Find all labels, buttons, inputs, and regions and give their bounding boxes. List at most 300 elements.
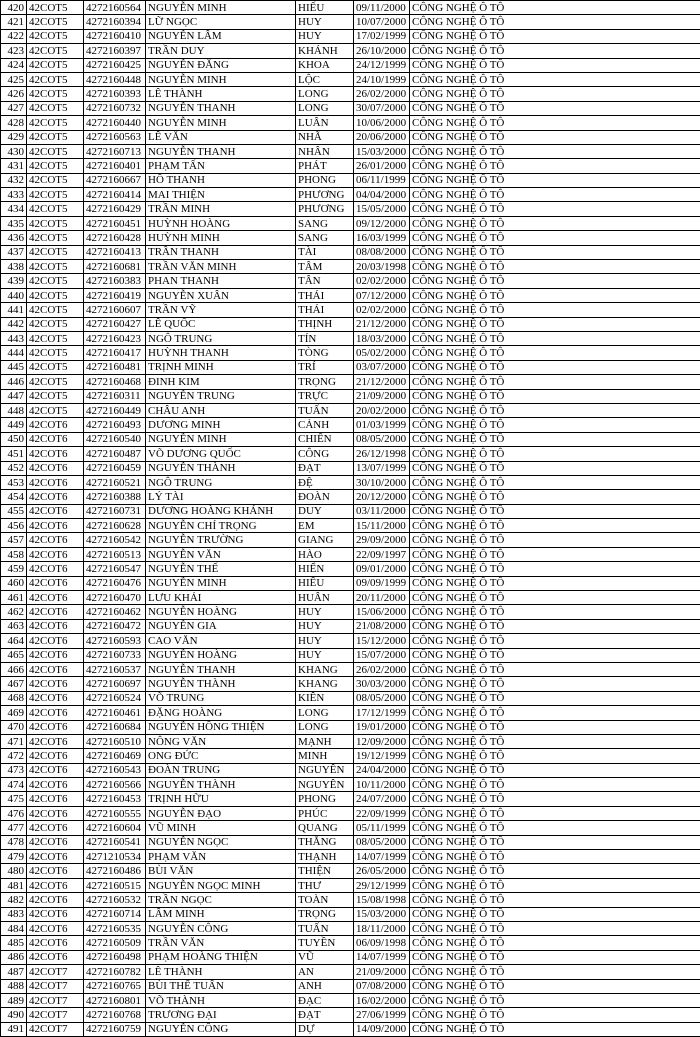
student-id-cell: 4272160801 [84,993,146,1007]
family-name-cell: DƯƠNG MINH [146,418,296,432]
birth-date-cell: 05/11/1999 [354,821,410,835]
family-name-cell: TRẦN VĂN [146,936,296,950]
birth-date-cell: 14/09/2000 [354,1022,410,1036]
family-name-cell: NGUYỄN THANH [146,144,296,158]
given-name-cell: HUY [296,29,354,43]
major-cell: CÔNG NGHỆ Ô TÔ [410,260,700,274]
given-name-cell: NGUYÊN [296,763,354,777]
class-code-cell: 42COT6 [27,835,84,849]
major-cell: CÔNG NGHỆ Ô TÔ [410,922,700,936]
table-row [1,634,700,648]
row-number-cell: 451 [1,447,27,461]
row-number-cell: 437 [1,245,27,259]
student-id-cell: 4272160468 [84,375,146,389]
table-row [1,792,700,806]
given-name-cell: PHƯƠNG [296,202,354,216]
row-number-cell: 460 [1,576,27,590]
row-number-cell: 450 [1,432,27,446]
row-number-cell: 441 [1,303,27,317]
row-number-cell: 459 [1,562,27,576]
given-name-cell: HÀO [296,547,354,561]
birth-date-cell: 10/11/2000 [354,778,410,792]
row-number-cell: 491 [1,1022,27,1036]
major-cell: CÔNG NGHỆ Ô TÔ [410,274,700,288]
major-cell: CÔNG NGHỆ Ô TÔ [410,173,700,187]
class-code-cell: 42COT6 [27,878,84,892]
given-name-cell: TÀI [296,245,354,259]
student-id-cell: 4272160540 [84,432,146,446]
table-row [1,116,700,130]
birth-date-cell: 04/04/2000 [354,188,410,202]
birth-date-cell: 15/03/2000 [354,907,410,921]
major-cell: CÔNG NGHỆ Ô TÔ [410,720,700,734]
row-number-cell: 464 [1,634,27,648]
major-cell: CÔNG NGHỆ Ô TÔ [410,979,700,993]
family-name-cell: LỮ NGỌC [146,15,296,29]
birth-date-cell: 01/03/1999 [354,418,410,432]
class-code-cell: 42COT5 [27,216,84,230]
row-number-cell: 477 [1,821,27,835]
row-number-cell: 469 [1,706,27,720]
birth-date-cell: 08/08/2000 [354,245,410,259]
class-code-cell: 42COT6 [27,418,84,432]
student-id-cell: 4272160476 [84,576,146,590]
table-row [1,15,700,29]
family-name-cell: TRẦN DUY [146,44,296,58]
given-name-cell: HIẾU [296,576,354,590]
given-name-cell: KHANG [296,662,354,676]
table-row [1,993,700,1007]
row-number-cell: 432 [1,173,27,187]
given-name-cell: LỘC [296,72,354,86]
student-id-cell: 4272160393 [84,87,146,101]
given-name-cell: HIỂN [296,562,354,576]
family-name-cell: PHẠM HOÀNG THIỆN [146,950,296,964]
table-row [1,691,700,705]
birth-date-cell: 26/05/2000 [354,864,410,878]
row-number-cell: 433 [1,188,27,202]
given-name-cell: NHÂN [296,144,354,158]
table-row [1,389,700,403]
row-number-cell: 484 [1,922,27,936]
given-name-cell: LONG [296,706,354,720]
row-number-cell: 443 [1,331,27,345]
row-number-cell: 455 [1,504,27,518]
class-code-cell: 42COT6 [27,677,84,691]
major-cell: CÔNG NGHỆ Ô TÔ [410,231,700,245]
table-row [1,519,700,533]
major-cell: CÔNG NGHỆ Ô TÔ [410,389,700,403]
major-cell: CÔNG NGHỆ Ô TÔ [410,893,700,907]
table-row [1,72,700,86]
row-number-cell: 427 [1,101,27,115]
row-number-cell: 478 [1,835,27,849]
student-id-cell: 4272160429 [84,202,146,216]
given-name-cell: TÒNG [296,346,354,360]
student-id-cell: 4272160524 [84,691,146,705]
major-cell: CÔNG NGHỆ Ô TÔ [410,288,700,302]
birth-date-cell: 20/06/2000 [354,130,410,144]
birth-date-cell: 16/03/1999 [354,231,410,245]
student-id-cell: 4272160401 [84,159,146,173]
family-name-cell: LÊ QUỐC [146,317,296,331]
major-cell: CÔNG NGHỆ Ô TÔ [410,734,700,748]
class-code-cell: 42COT6 [27,634,84,648]
class-code-cell: 42COT5 [27,403,84,417]
birth-date-cell: 22/09/1997 [354,547,410,561]
birth-date-cell: 15/07/2000 [354,648,410,662]
class-code-cell: 42COT6 [27,504,84,518]
table-row [1,893,700,907]
given-name-cell: HUY [296,648,354,662]
family-name-cell: MAI THIỆN [146,188,296,202]
table-row [1,260,700,274]
student-id-cell: 4272160510 [84,734,146,748]
student-id-cell: 4272160423 [84,331,146,345]
row-number-cell: 425 [1,72,27,86]
row-number-cell: 436 [1,231,27,245]
birth-date-cell: 24/12/1999 [354,58,410,72]
given-name-cell: NGUYÊN [296,778,354,792]
birth-date-cell: 15/11/2000 [354,519,410,533]
student-id-cell: 4272160513 [84,547,146,561]
birth-date-cell: 18/03/2000 [354,331,410,345]
family-name-cell: NGUYỄN THANH [146,101,296,115]
birth-date-cell: 14/07/1999 [354,850,410,864]
student-id-cell: 4272160768 [84,1008,146,1022]
student-id-cell: 4272160493 [84,418,146,432]
student-id-cell: 4272160607 [84,303,146,317]
class-code-cell: 42COT5 [27,44,84,58]
table-row [1,202,700,216]
family-name-cell: DƯƠNG HOÀNG KHÁNH [146,504,296,518]
birth-date-cell: 27/06/1999 [354,1008,410,1022]
class-code-cell: 42COT6 [27,662,84,676]
table-row [1,720,700,734]
row-number-cell: 435 [1,216,27,230]
major-cell: CÔNG NGHỆ Ô TÔ [410,44,700,58]
table-row [1,878,700,892]
student-id-cell: 4272160394 [84,15,146,29]
given-name-cell: LONG [296,87,354,101]
birth-date-cell: 06/09/1998 [354,936,410,950]
given-name-cell: THƯ [296,878,354,892]
table-row [1,375,700,389]
table-row [1,533,700,547]
major-cell: CÔNG NGHỆ Ô TÔ [410,907,700,921]
given-name-cell: TUẤN [296,403,354,417]
class-code-cell: 42COT6 [27,648,84,662]
class-code-cell: 42COT5 [27,245,84,259]
birth-date-cell: 17/02/1999 [354,29,410,43]
family-name-cell: ĐOÀN TRUNG [146,763,296,777]
class-code-cell: 42COT7 [27,979,84,993]
family-name-cell: HUỲNH THANH [146,346,296,360]
major-cell: CÔNG NGHỆ Ô TÔ [410,806,700,820]
birth-date-cell: 09/11/2000 [354,1,410,15]
student-id-cell: 4272160563 [84,130,146,144]
family-name-cell: BÙI THẾ TUẤN [146,979,296,993]
birth-date-cell: 21/09/2000 [354,389,410,403]
given-name-cell: THÁI [296,288,354,302]
family-name-cell: PHẠM TẤN [146,159,296,173]
given-name-cell: THÁI [296,303,354,317]
table-row [1,835,700,849]
row-number-cell: 448 [1,403,27,417]
family-name-cell: NGUYỄN NGỌC MINH [146,878,296,892]
given-name-cell: HUÂN [296,591,354,605]
class-code-cell: 42COT6 [27,749,84,763]
birth-date-cell: 05/02/2000 [354,346,410,360]
student-id-cell: 4272160515 [84,878,146,892]
student-id-cell: 4272160542 [84,533,146,547]
table-row [1,662,700,676]
table-row [1,562,700,576]
birth-date-cell: 17/12/1999 [354,706,410,720]
student-id-cell: 4272160759 [84,1022,146,1036]
table-row [1,245,700,259]
row-number-cell: 481 [1,878,27,892]
birth-date-cell: 18/11/2000 [354,922,410,936]
given-name-cell: MẠNH [296,734,354,748]
class-code-cell: 42COT5 [27,260,84,274]
given-name-cell: KHANG [296,677,354,691]
table-row [1,188,700,202]
table-row [1,950,700,964]
birth-date-cell: 02/02/2000 [354,274,410,288]
class-code-cell: 42COT5 [27,101,84,115]
birth-date-cell: 20/03/1998 [354,260,410,274]
student-id-cell: 4272160713 [84,144,146,158]
row-number-cell: 479 [1,850,27,864]
class-code-cell: 42COT5 [27,288,84,302]
table-row [1,317,700,331]
class-code-cell: 42COT5 [27,15,84,29]
class-code-cell: 42COT6 [27,778,84,792]
family-name-cell: BÙI VĂN [146,864,296,878]
birth-date-cell: 09/09/1999 [354,576,410,590]
birth-date-cell: 21/09/2000 [354,965,410,979]
family-name-cell: CAO VĂN [146,634,296,648]
row-number-cell: 472 [1,749,27,763]
family-name-cell: NGUYỄN VĂN [146,547,296,561]
student-id-cell: 4272160731 [84,504,146,518]
table-row [1,231,700,245]
given-name-cell: TRỰC [296,389,354,403]
major-cell: CÔNG NGHỆ Ô TÔ [410,993,700,1007]
family-name-cell: ĐINH KIM [146,375,296,389]
family-name-cell: TRẦN MINH [146,202,296,216]
major-cell: CÔNG NGHỆ Ô TÔ [410,101,700,115]
table-row [1,144,700,158]
student-id-cell: 4272160414 [84,188,146,202]
row-number-cell: 474 [1,778,27,792]
family-name-cell: NGUYỄN THÀNH [146,677,296,691]
student-id-cell: 4272160543 [84,763,146,777]
given-name-cell: ĐỆ [296,475,354,489]
birth-date-cell: 24/07/2000 [354,792,410,806]
major-cell: CÔNG NGHỆ Ô TÔ [410,202,700,216]
class-code-cell: 42COT5 [27,303,84,317]
birth-date-cell: 03/11/2000 [354,504,410,518]
row-number-cell: 431 [1,159,27,173]
major-cell: CÔNG NGHỆ Ô TÔ [410,677,700,691]
row-number-cell: 490 [1,1008,27,1022]
given-name-cell: PHONG [296,173,354,187]
table-row [1,490,700,504]
major-cell: CÔNG NGHỆ Ô TÔ [410,159,700,173]
family-name-cell: VÕ DƯƠNG QUỐC [146,447,296,461]
table-row [1,303,700,317]
class-code-cell: 42COT5 [27,173,84,187]
student-id-cell: 4272160451 [84,216,146,230]
table-row [1,936,700,950]
class-code-cell: 42COT7 [27,965,84,979]
student-id-cell: 4272160498 [84,950,146,964]
given-name-cell: TÂM [296,260,354,274]
student-id-cell: 4272160461 [84,706,146,720]
student-id-cell: 4272160566 [84,778,146,792]
table-row [1,130,700,144]
row-number-cell: 475 [1,792,27,806]
table-row [1,346,700,360]
row-number-cell: 422 [1,29,27,43]
major-cell: CÔNG NGHỆ Ô TÔ [410,662,700,676]
major-cell: CÔNG NGHỆ Ô TÔ [410,331,700,345]
row-number-cell: 465 [1,648,27,662]
birth-date-cell: 13/07/1999 [354,461,410,475]
table-row [1,576,700,590]
given-name-cell: HUY [296,619,354,633]
table-row [1,922,700,936]
major-cell: CÔNG NGHỆ Ô TÔ [410,591,700,605]
table-row [1,475,700,489]
family-name-cell: NGUYỄN THÀNH [146,461,296,475]
birth-date-cell: 26/02/2000 [354,662,410,676]
student-id-cell: 4272160547 [84,562,146,576]
student-id-cell: 4272160765 [84,979,146,993]
birth-date-cell: 22/09/1999 [354,806,410,820]
table-row [1,591,700,605]
given-name-cell: TRỌNG [296,907,354,921]
major-cell: CÔNG NGHỆ Ô TÔ [410,634,700,648]
given-name-cell: ĐẠC [296,993,354,1007]
major-cell: CÔNG NGHỆ Ô TÔ [410,375,700,389]
major-cell: CÔNG NGHỆ Ô TÔ [410,547,700,561]
student-id-cell: 4272160733 [84,648,146,662]
row-number-cell: 486 [1,950,27,964]
class-code-cell: 42COT5 [27,360,84,374]
class-code-cell: 42COT6 [27,519,84,533]
table-row [1,1008,700,1022]
row-number-cell: 445 [1,360,27,374]
major-cell: CÔNG NGHỆ Ô TÔ [410,504,700,518]
class-code-cell: 42COT5 [27,159,84,173]
table-row [1,360,700,374]
major-cell: CÔNG NGHỆ Ô TÔ [410,706,700,720]
row-number-cell: 457 [1,533,27,547]
family-name-cell: NGUYỄN CÔNG [146,922,296,936]
table-row [1,979,700,993]
student-id-cell: 4272160453 [84,792,146,806]
row-number-cell: 468 [1,691,27,705]
table-row [1,216,700,230]
class-code-cell: 42COT6 [27,619,84,633]
family-name-cell: HUỲNH HOÀNG [146,216,296,230]
family-name-cell: NGUYỄN MINH [146,576,296,590]
birth-date-cell: 21/12/2000 [354,317,410,331]
family-name-cell: NGUYỄN THẾ [146,562,296,576]
row-number-cell: 420 [1,1,27,15]
student-id-cell: 4272160311 [84,389,146,403]
table-row [1,331,700,345]
student-id-cell: 4272160425 [84,58,146,72]
major-cell: CÔNG NGHỆ Ô TÔ [410,605,700,619]
row-number-cell: 439 [1,274,27,288]
family-name-cell: TRẦN NGỌC [146,893,296,907]
row-number-cell: 487 [1,965,27,979]
table-row [1,101,700,115]
major-cell: CÔNG NGHỆ Ô TÔ [410,778,700,792]
table-row [1,1,700,15]
major-cell: CÔNG NGHỆ Ô TÔ [410,965,700,979]
given-name-cell: TUYỀN [296,936,354,950]
given-name-cell: TUẤN [296,922,354,936]
student-id-cell: 4272160388 [84,490,146,504]
family-name-cell: VÕ THÀNH [146,993,296,1007]
class-code-cell: 42COT6 [27,950,84,964]
row-number-cell: 467 [1,677,27,691]
birth-date-cell: 16/02/2000 [354,993,410,1007]
table-row [1,763,700,777]
major-cell: CÔNG NGHỆ Ô TÔ [410,317,700,331]
major-cell: CÔNG NGHỆ Ô TÔ [410,1,700,15]
given-name-cell: TÂN [296,274,354,288]
student-id-cell: 4272160481 [84,360,146,374]
family-name-cell: ONG ĐỨC [146,749,296,763]
family-name-cell: NGUYỄN MINH [146,432,296,446]
major-cell: CÔNG NGHỆ Ô TÔ [410,562,700,576]
given-name-cell: PHONG [296,792,354,806]
table-row [1,547,700,561]
birth-date-cell: 15/03/2000 [354,144,410,158]
major-cell: CÔNG NGHỆ Ô TÔ [410,188,700,202]
class-code-cell: 42COT6 [27,792,84,806]
family-name-cell: NGÔ TRUNG [146,475,296,489]
student-id-cell: 4272160427 [84,317,146,331]
given-name-cell: ĐẠT [296,461,354,475]
family-name-cell: NÔNG VĂN [146,734,296,748]
class-code-cell: 42COT5 [27,87,84,101]
row-number-cell: 470 [1,720,27,734]
major-cell: CÔNG NGHỆ Ô TÔ [410,87,700,101]
birth-date-cell: 19/12/1999 [354,749,410,763]
given-name-cell: HUY [296,15,354,29]
family-name-cell: NGUYỄN TRUNG [146,389,296,403]
family-name-cell: NGUYỄN CHÍ TRỌNG [146,519,296,533]
row-number-cell: 482 [1,893,27,907]
given-name-cell: MINH [296,749,354,763]
given-name-cell: DỰ [296,1022,354,1036]
birth-date-cell: 09/12/2000 [354,216,410,230]
row-number-cell: 461 [1,591,27,605]
student-id-cell: 4272160604 [84,821,146,835]
family-name-cell: PHAN THANH [146,274,296,288]
major-cell: CÔNG NGHỆ Ô TÔ [410,691,700,705]
class-code-cell: 42COT6 [27,447,84,461]
birth-date-cell: 29/12/1999 [354,878,410,892]
table-row [1,447,700,461]
